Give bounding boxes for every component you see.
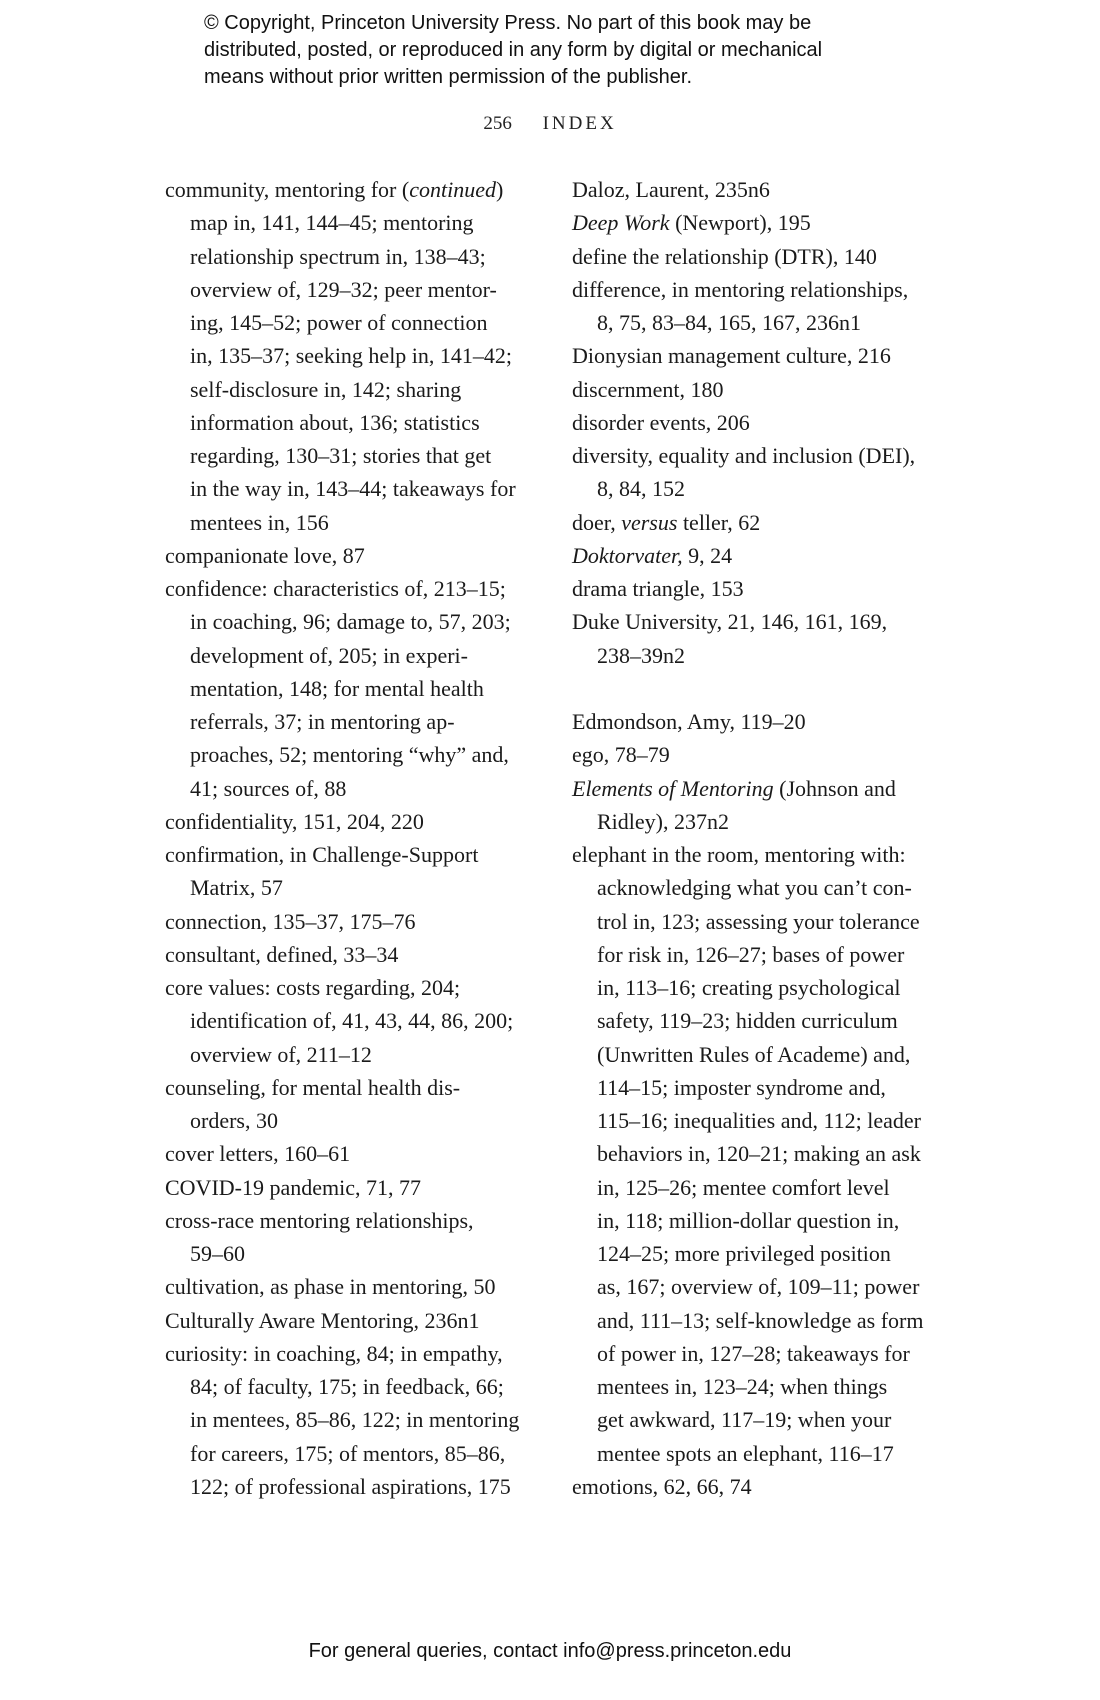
index-continuation-line [572, 1370, 947, 1403]
section-title: INDEX [542, 113, 617, 134]
copyright-line-1: © Copyright, Princeton University Press. No part of this book may be [204, 12, 812, 34]
index-text: ) [495, 177, 504, 202]
index-continuation-line [572, 871, 947, 904]
index-continuation-line [572, 905, 947, 938]
index-column-right [572, 173, 947, 1503]
copyright-notice [204, 10, 964, 91]
index-italic-text: Doktorvater, [572, 542, 683, 568]
index-continuation-line [165, 1004, 535, 1037]
index-text: ing, 145–52; power of connection [190, 310, 488, 335]
index-text: ego, 78–79 [572, 742, 670, 768]
index-text: acknowledging what you can’t con- [597, 875, 912, 901]
index-text: overview of, 211–12 [190, 1041, 372, 1067]
index-text: connection, 135–37, 175–76 [165, 908, 416, 934]
index-continuation-line [165, 439, 535, 472]
index-text: mentee spots an elephant, 116–17 [597, 1440, 894, 1466]
index-text: in, 118; million-dollar question in, [597, 1207, 900, 1233]
index-continuation-line [165, 1370, 535, 1403]
index-continuation-line [572, 1270, 947, 1303]
index-text: information about, 136; statistics [190, 409, 480, 435]
index-text: referrals, 37; in mentoring ap- [190, 709, 455, 734]
index-text: Duke University, 21, 146, 161, 169, [572, 609, 888, 635]
index-continuation-line [572, 805, 947, 838]
index-text: Edmondson, Amy, 119–20 [572, 709, 806, 734]
index-text: in, 113–16; creating psychological [597, 975, 901, 1000]
index-entry-line [165, 838, 535, 871]
index-continuation-line [572, 1337, 947, 1370]
index-text: (Johnson and [773, 775, 896, 801]
index-continuation-line [572, 639, 947, 672]
index-text: confidence: characteristics of, 213–15; [165, 576, 506, 601]
index-text: of power in, 127–28; takeaways for [597, 1340, 910, 1366]
index-text: Culturally Aware Mentoring, 236n1 [165, 1307, 480, 1333]
index-entry-line [165, 938, 535, 971]
index-text: orders, 30 [190, 1108, 278, 1133]
index-entry-line [165, 971, 535, 1004]
index-continuation-line [165, 1038, 535, 1071]
index-text: get awkward, 117–19; when your [597, 1407, 892, 1433]
index-italic-text: Elements of Mentoring [572, 775, 774, 801]
index-entry-line [165, 572, 535, 605]
index-continuation-line [572, 938, 947, 971]
index-text: cross-race mentoring relationships, [165, 1207, 474, 1233]
index-entry-line [572, 1470, 947, 1503]
index-text: Daloz, Laurent, 235n6 [572, 177, 770, 202]
index-continuation-line [165, 672, 535, 705]
index-text: confidentiality, 151, 204, 220 [165, 808, 424, 834]
index-continuation-line [165, 772, 535, 805]
index-text: doer, [572, 509, 622, 535]
copyright-line-2: distributed, posted, or reproduced in any form by digital or mechanical [204, 39, 823, 61]
index-continuation-line [165, 206, 535, 239]
index-text: cultivation, as phase in mentoring, 50 [165, 1274, 496, 1300]
index-text: in mentees, 85–86, 122; in mentoring [190, 1407, 520, 1433]
index-text: COVID-19 pandemic, 71, 77 [165, 1174, 422, 1200]
index-text: (Newport), 195 [669, 210, 811, 236]
running-head [0, 113, 1100, 135]
index-entry-line [165, 1270, 535, 1303]
index-text: for risk in, 126–27; bases of power [597, 941, 905, 967]
index-text: disorder events, 206 [572, 409, 750, 435]
index-entry-line [165, 905, 535, 938]
index-entry-line [165, 805, 535, 838]
index-continuation-line [165, 871, 535, 904]
index-entry-line [572, 173, 947, 206]
index-entry-line [572, 506, 947, 539]
index-text: elephant in the room, mentoring with: [572, 842, 906, 867]
index-entry-line [572, 240, 947, 273]
index-text: confirmation, in Challenge-Support [165, 842, 479, 867]
index-continuation-line [165, 506, 535, 539]
index-column-left [165, 173, 535, 1503]
index-entry-line [572, 738, 947, 771]
index-text: relationship spectrum in, 138–43; [190, 243, 486, 269]
index-text: safety, 119–23; hidden curriculum [597, 1008, 898, 1034]
index-entry-line [165, 1137, 535, 1170]
index-text: identification of, 41, 43, 44, 86, 200; [190, 1008, 514, 1034]
index-continuation-line [165, 406, 535, 439]
index-entry-line [165, 173, 535, 206]
index-text: 122; of professional aspirations, 175 [190, 1473, 511, 1499]
index-continuation-line [572, 1171, 947, 1204]
index-text: community, mentoring for ( [165, 177, 410, 202]
index-continuation-line [165, 738, 535, 771]
index-continuation-line [165, 1237, 535, 1270]
index-text: map in, 141, 144–45; mentoring [190, 210, 474, 236]
index-entry-line [572, 605, 947, 638]
index-entry-line [572, 572, 947, 605]
index-text: 8, 84, 152 [597, 476, 685, 502]
index-text: for careers, 175; of mentors, 85–86, [190, 1440, 506, 1466]
index-text: Matrix, 57 [190, 875, 283, 901]
index-continuation-line [572, 1038, 947, 1071]
index-continuation-line [572, 1437, 947, 1470]
index-italic-text: continued [409, 177, 496, 202]
index-continuation-line [165, 1104, 535, 1137]
index-continuation-line [572, 1204, 947, 1237]
index-continuation-line [165, 240, 535, 273]
index-text: 59–60 [190, 1241, 245, 1266]
index-text: difference, in mentoring relationships, [572, 276, 909, 302]
index-continuation-line [165, 273, 535, 306]
index-entry-line [572, 406, 947, 439]
index-text: trol in, 123; assessing your tolerance [597, 908, 920, 934]
index-text: 9, 24 [682, 542, 733, 568]
index-entry-line [572, 339, 947, 372]
index-continuation-line [572, 1104, 947, 1137]
index-continuation-line [572, 1237, 947, 1270]
index-text: mentation, 148; for mental health [190, 675, 484, 701]
index-text: counseling, for mental health dis- [165, 1074, 461, 1100]
index-continuation-line [572, 1004, 947, 1037]
index-text: curiosity: in coaching, 84; in empathy, [165, 1340, 503, 1366]
index-continuation-line [165, 339, 535, 372]
index-entry-line [572, 539, 947, 572]
index-continuation-line [165, 373, 535, 406]
index-text: development of, 205; in experi- [190, 642, 468, 668]
index-continuation-line [572, 971, 947, 1004]
index-text: mentees in, 156 [190, 509, 329, 535]
index-text: companionate love, 87 [165, 542, 365, 568]
index-italic-text: versus [621, 509, 678, 535]
index-entry-line [572, 838, 947, 871]
index-text: diversity, equality and inclusion (DEI), [572, 443, 916, 468]
index-continuation-line [572, 1304, 947, 1337]
index-text: 115–16; inequalities and, 112; leader [597, 1108, 922, 1133]
index-text: and, 111–13; self-knowledge as form [597, 1307, 924, 1333]
index-text: 41; sources of, 88 [190, 775, 347, 801]
index-entry-line [572, 772, 947, 805]
index-continuation-line [165, 705, 535, 738]
index-text: 114–15; imposter syndrome and, [597, 1074, 886, 1100]
index-continuation-line [572, 1137, 947, 1170]
index-text: 124–25; more privileged position [597, 1241, 891, 1266]
index-continuation-line [572, 1071, 947, 1104]
index-text: 238–39n2 [597, 642, 685, 668]
index-continuation-line [165, 1403, 535, 1436]
index-continuation-line [572, 306, 947, 339]
index-entry-line [165, 539, 535, 572]
index-entry-line [165, 1204, 535, 1237]
index-text: mentees in, 123–24; when things [597, 1374, 888, 1399]
index-entry-line [572, 705, 947, 738]
index-text: consultant, defined, 33–34 [165, 941, 399, 967]
index-text: in, 125–26; mentee comfort level [597, 1174, 890, 1200]
index-text: in, 135–37; seeking help in, 141–42; [190, 343, 513, 369]
index-entry-line [572, 206, 947, 239]
page-number: 256 [483, 113, 512, 134]
index-text: Dionysian management culture, 216 [572, 343, 891, 369]
index-continuation-line [572, 472, 947, 505]
index-entry-line [572, 373, 947, 406]
index-text: behaviors in, 120–21; making an ask [597, 1141, 921, 1167]
copyright-line-3: means without prior written permission of the publisher. [204, 66, 693, 88]
index-entry-line [572, 273, 947, 306]
index-text: emotions, 62, 66, 74 [572, 1473, 752, 1499]
index-text: in coaching, 96; damage to, 57, 203; [190, 609, 511, 635]
index-text: Ridley), 237n2 [597, 808, 729, 834]
index-continuation-line [165, 306, 535, 339]
index-text: define the relationship (DTR), 140 [572, 243, 877, 269]
index-text: as, 167; overview of, 109–11; power [597, 1274, 920, 1300]
footer-contact: For general queries, contact info@press.princeton.edu [308, 1640, 792, 1662]
index-text: 8, 75, 83–84, 165, 167, 236n1 [597, 310, 861, 335]
index-continuation-line [165, 639, 535, 672]
index-text: (Unwritten Rules of Academe) and, [597, 1041, 911, 1067]
index-text: core values: costs regarding, 204; [165, 975, 461, 1000]
index-text: overview of, 129–32; peer mentor- [190, 276, 497, 302]
index-entry-line [165, 1071, 535, 1104]
index-entry-line [165, 1337, 535, 1370]
index-text: drama triangle, 153 [572, 576, 744, 601]
index-text: teller, 62 [677, 509, 761, 535]
index-continuation-line [165, 472, 535, 505]
index-continuation-line [572, 1403, 947, 1436]
index-text: self-disclosure in, 142; sharing [190, 376, 462, 402]
index-letter-gap [572, 672, 947, 705]
index-text: 84; of faculty, 175; in feedback, 66; [190, 1374, 504, 1399]
index-italic-text: Deep Work [572, 210, 670, 236]
index-entry-line [572, 439, 947, 472]
index-text: proaches, 52; mentoring “why” and, [190, 742, 509, 768]
index-text: cover letters, 160–61 [165, 1141, 351, 1167]
index-entry-line [165, 1171, 535, 1204]
index-continuation-line [165, 1437, 535, 1470]
index-continuation-line [165, 605, 535, 638]
index-text: discernment, 180 [572, 376, 724, 402]
index-text: regarding, 130–31; stories that get [190, 443, 492, 468]
index-entry-line [165, 1304, 535, 1337]
index-continuation-line [165, 1470, 535, 1503]
index-text: in the way in, 143–44; takeaways for [190, 476, 516, 502]
